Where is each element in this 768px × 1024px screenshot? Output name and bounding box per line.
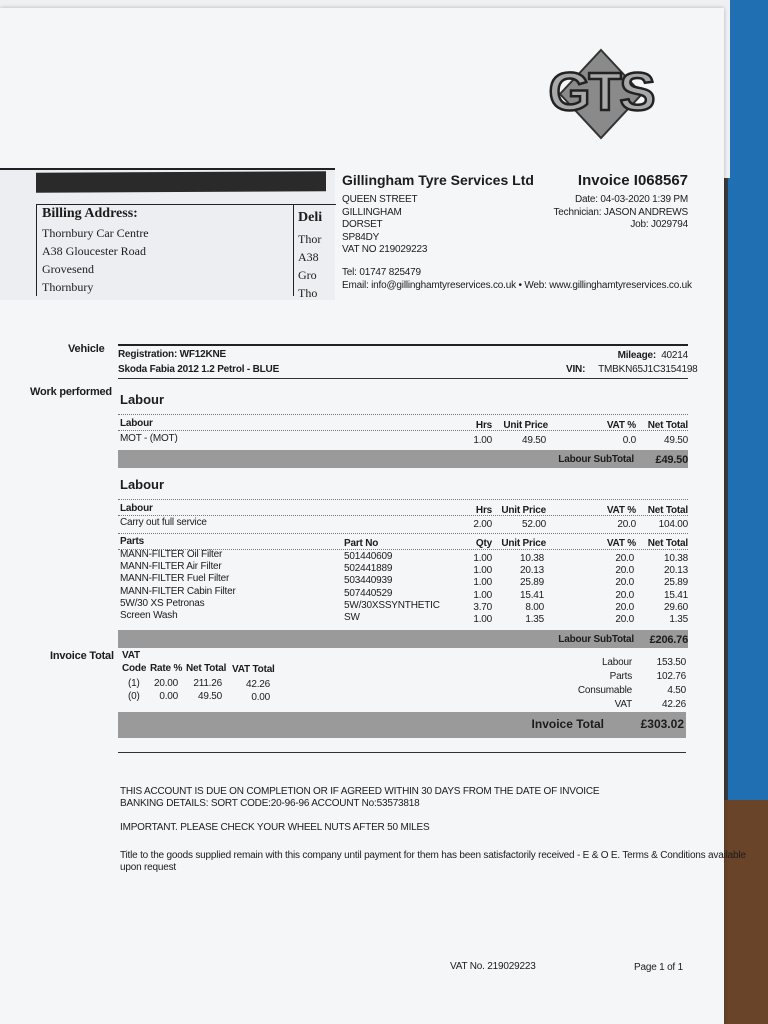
s2-col-net: Net Total [647,505,688,516]
billing-lines: Thornbury Car Centre A38 Gloucester Road Grovesend Thornbury [42,226,149,294]
footer-bank: BANKING DETAILS: SORT CODE:20-96-96 ACCOUNT No:53573818 [120,798,420,809]
parts-qty-col: 1.00 1.00 1.00 1.00 3.70 1.00 [473,553,492,626]
s2-col-labour: Labour [120,503,153,514]
table-row: MANN-FILTER Air Filter [120,561,222,573]
company-tel: Tel: 01747 825479 [342,267,421,278]
torn-strip [36,171,326,193]
invoice-total-value: £303.02 [640,717,684,731]
section2-row-hrs: 2.00 [473,519,492,530]
table-row: MANN-FILTER Fuel Filter [120,573,230,585]
parts-no-col: 501440609 502441889 503440939 507440529 5W/30XSSYNTHETIC SW [344,551,440,624]
vat-col-vat: VAT Total [232,664,275,675]
invoice-total-caption: Invoice Total [531,717,604,731]
vat-title: VAT [122,650,140,661]
section1-subtotal-label: Labour SubTotal [558,454,634,465]
footer-important: IMPORTANT. PLEASE CHECK YOUR WHEEL NUTS AFTER 50 MILES [120,822,430,833]
parts-col-partno: Part No [344,538,379,549]
summary-labels: Labour Parts Consumable VAT [577,657,632,710]
vehicle-mileage: Mileage: 40214 [617,350,688,361]
s2-col-hrs: Hrs [475,505,492,516]
vat-rates: 20.00 0.00 [153,678,178,702]
table-row: Screen Wash [120,610,178,622]
delivery-heading: Deli [298,210,323,225]
footer-vat-no: VAT No. 219029223 [450,961,536,972]
summary-values: 153.50 102.76 4.50 42.26 [656,657,686,710]
section2-subtotal: £206.76 [649,634,688,646]
section2-row-net: 104.00 [658,519,688,530]
company-name: Gillingham Tyre Services Ltd [342,172,534,188]
parts-col-unit: Unit Price [501,538,546,549]
work-performed-label: Work performed [30,386,112,398]
footer-title2: upon request [120,862,176,873]
billing-heading: Billing Address: [42,206,138,221]
section2-row-vat: 20.0 [617,519,636,530]
section2-subtotal-label: Labour SubTotal [558,634,634,645]
col-net-total: Net Total [647,420,688,431]
vat-totals: 42.26 0.00 [245,679,270,703]
section1-heading: Labour [120,392,165,407]
vehicle-registration: Registration: WF12KNE [118,349,227,360]
section2-row-price: 52.00 [521,519,546,530]
section1-row-price: 49.50 [521,435,546,446]
invoice-page [0,8,724,1024]
company-address: QUEEN STREET GILLINGHAM DORSET SP84DY VAT NO 219029223 [342,194,428,255]
col-unit-price: Unit Price [503,420,548,431]
vehicle-label: Vehicle [68,343,105,355]
invoice-title: Invoice I068567 [577,172,688,189]
section1-subtotal: £49.50 [655,454,688,466]
footer-title1: Title to the goods supplied remain with this company until payment for them has been satisfactorily received - E & O E. Terms & Conditions available [120,850,746,861]
col-vat: VAT % [606,420,636,431]
parts-unit-col: 10.38 20.13 25.89 15.41 8.00 1.35 [519,553,544,626]
section1-row-net: 49.50 [663,435,688,446]
parts-col-net: Net Total [647,538,688,549]
logo-text: GTS [548,62,654,122]
vat-nets: 211.26 49.50 [193,678,222,702]
parts-col-parts: Parts [120,536,145,547]
vehicle-vin: VIN: TMBKN65J1C3154198 [566,364,698,375]
vat-col-net: Net Total [186,663,227,674]
vat-codes: (1) (0) [128,678,140,702]
footer-due: THIS ACCOUNT IS DUE ON COMPLETION OR IF AGREED WITHIN 30 DAYS FROM THE DATE OF INVOICE [120,786,600,797]
s2-col-vat: VAT % [606,505,636,516]
section2-row-desc: Carry out full service [120,517,207,528]
col-hrs: Hrs [475,420,492,431]
col-labour: Labour [120,418,153,429]
table-row: 5W/30 XS Petronas [120,597,205,609]
company-email-web: Email: info@gillinghamtyreservices.co.uk • Web: www.gillinghamtyreservices.co.uk [342,280,692,291]
section1-row-vat: 0.0 [622,435,636,446]
table-row: MANN-FILTER Oil Filter [120,549,223,560]
gts-logo [512,48,690,140]
vat-col-rate: Rate % [150,663,183,674]
footer-page: Page 1 of 1 [634,962,683,973]
parts-col-vat: VAT % [606,538,636,549]
section2-heading: Labour [120,477,165,492]
vehicle-description: Skoda Fabia 2012 1.2 Petrol - BLUE [118,364,280,375]
vat-col-code: Code [122,663,147,674]
s2-col-unit: Unit Price [501,505,546,516]
section1-row-hrs: 1.00 [473,435,492,446]
parts-vat-col: 20.0 20.0 20.0 20.0 20.0 20.0 [615,553,634,626]
parts-desc-col [120,549,236,622]
invoice-meta: Date: 04-03-2020 1:39 PM Technician: JASON ANDREWS Job: J029794 [553,194,688,230]
parts-col-qty: Qty [475,538,492,549]
invoice-total-label: Invoice Total [50,650,114,662]
delivery-lines: Thor A38 Gro Tho [298,232,322,300]
parts-net-col: 10.38 20.13 25.89 15.41 29.60 1.35 [663,553,688,626]
blue-background [728,0,768,800]
section1-row-desc: MOT - (MOT) [120,433,178,444]
table-row: MANN-FILTER Cabin Filter [120,585,236,597]
